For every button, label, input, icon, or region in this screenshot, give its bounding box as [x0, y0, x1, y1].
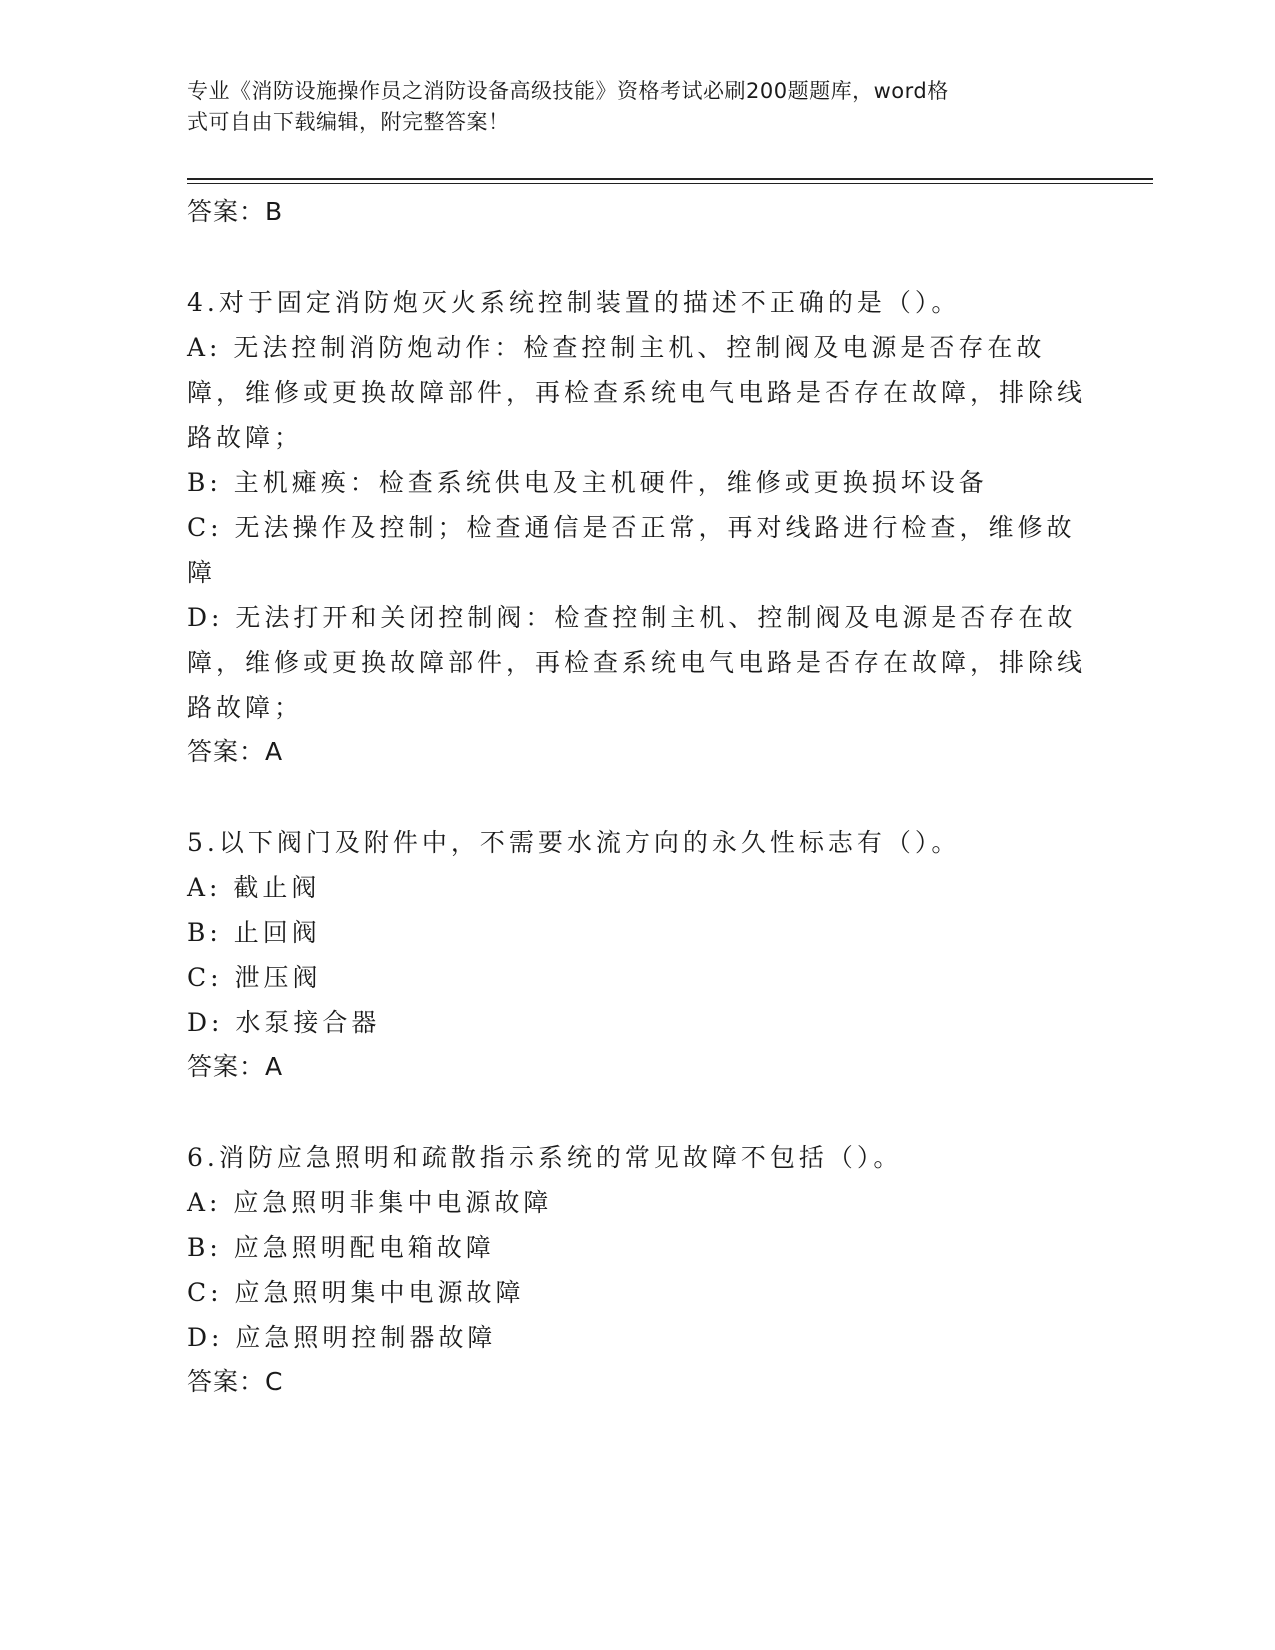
question-stem: 4.对于固定消防炮灭火系统控制装置的描述不正确的是（）。 [187, 288, 961, 317]
question-block-4 [187, 280, 1087, 774]
document-header [187, 76, 1087, 138]
option-b: B: 止回阀 [187, 918, 321, 947]
option-a: A: 无法控制消防炮动作：检查控制主机、控制阀及电源是否存在故障，维修或更换故障部件，再检查系统电气电路是否存在故障，排除线路故障； [187, 333, 1087, 452]
option-b: B: 应急照明配电箱故障 [187, 1233, 495, 1262]
header-divider-thin [187, 183, 1153, 184]
header-divider-thick [187, 178, 1153, 180]
option-c: C: 应急照明集中电源故障 [187, 1278, 525, 1307]
question-answer: 答案：A [187, 737, 284, 766]
question-stem: 6.消防应急照明和疏散指示系统的常见故障不包括（）。 [187, 1143, 903, 1172]
option-b: B: 主机瘫痪：检查系统供电及主机硬件，维修或更换损坏设备 [187, 468, 988, 497]
option-c: C: 泄压阀 [187, 963, 322, 992]
spacer [187, 774, 1087, 820]
spacer [187, 1089, 1087, 1135]
option-a: A: 应急照明非集中电源故障 [187, 1188, 553, 1217]
question-answer: 答案：C [187, 1367, 284, 1396]
document-body [187, 190, 1087, 1404]
question-block-6 [187, 1135, 1087, 1404]
option-c: C: 无法操作及控制；检查通信是否正常，再对线路进行检查，维修故障 [187, 513, 1076, 587]
question-stem: 5.以下阀门及附件中，不需要水流方向的永久性标志有（）。 [187, 828, 961, 857]
spacer [187, 234, 1087, 280]
previous-answer: 答案：B [187, 197, 284, 226]
header-line-2: 式可自由下载编辑，附完整答案！ [187, 110, 510, 134]
header-line-1: 专业《消防设施操作员之消防设备高级技能》资格考试必刷200题题库，word格 [187, 79, 949, 103]
option-a: A: 截止阀 [187, 873, 321, 902]
option-d: D: 无法打开和关闭控制阀：检查控制主机、控制阀及电源是否存在故障，维修或更换故障部件，再检查系统电气电路是否存在故障，排除线路故障； [187, 603, 1087, 722]
question-block-5 [187, 820, 1087, 1089]
question-answer: 答案：A [187, 1052, 284, 1081]
option-d: D: 水泵接合器 [187, 1008, 381, 1037]
option-d: D: 应急照明控制器故障 [187, 1323, 497, 1352]
